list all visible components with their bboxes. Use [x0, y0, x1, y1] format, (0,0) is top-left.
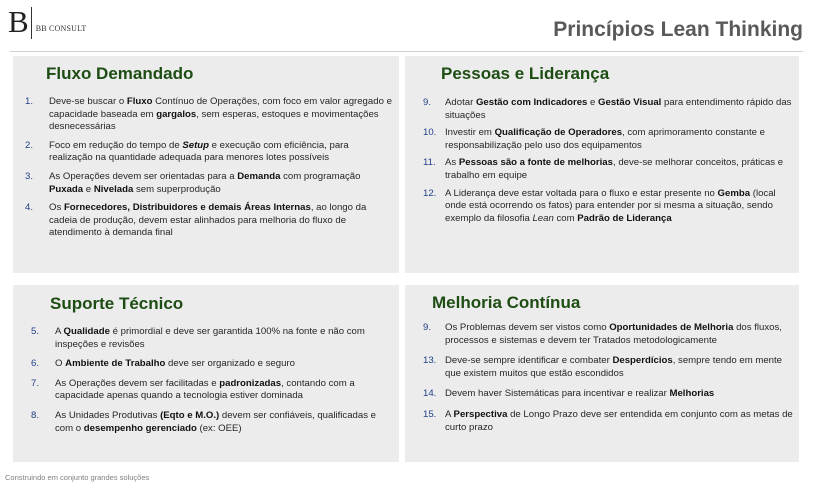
item-text: A Liderança deve estar voltada para o fluxo e estar presente no	[445, 187, 718, 199]
principle-item	[423, 157, 795, 182]
item-number: 1.	[25, 96, 34, 107]
item-text: Contínuo de Operações, com foco em valor agregado e capacidade baseada em	[49, 96, 392, 120]
principles-list	[423, 97, 795, 230]
item-text: Deve-se buscar o	[49, 96, 127, 107]
item-bold: Fornecedores, Distribuidores e demais Áreas Internas	[63, 202, 311, 214]
principle-item	[31, 410, 393, 435]
item-text: com programação	[280, 170, 361, 182]
item-text: é primordial e deve ser garantida 100% na fonte e não com inspeções e revisões	[55, 326, 365, 350]
item-bold: Ambiente de Trabalho	[65, 358, 166, 370]
panel-title: Melhoria Contínua	[432, 293, 581, 312]
logo-mark: B	[8, 4, 28, 39]
principle-item	[423, 409, 795, 434]
logo-divider	[31, 7, 32, 39]
principle-item	[31, 378, 393, 403]
item-number: 14.	[423, 388, 437, 400]
item-number: 9.	[423, 322, 432, 333]
panel-pessoas-lideranca	[405, 56, 799, 273]
item-bold: Nivelada	[93, 183, 134, 195]
item-text: A	[55, 326, 64, 337]
item-text: , ao longo da cadeia de produção, devem estar alinhados para melhoria do fluxo de atendimento à demanda final	[49, 202, 367, 239]
item-italic: Lean	[532, 212, 554, 224]
panel-melhoria-continua	[405, 285, 799, 462]
item-text: , com aprimoramento constante e responsabilização pelo uso dos equipamentos	[445, 127, 765, 151]
item-number: 2.	[25, 139, 34, 151]
item-text: e	[83, 183, 94, 195]
principle-item	[25, 202, 395, 240]
item-text: sem superprodução	[133, 183, 221, 195]
item-text: As Operações devem ser orientadas para a	[49, 170, 238, 182]
principle-item	[31, 326, 393, 351]
item-number: 7.	[31, 377, 40, 389]
principle-item	[423, 355, 795, 380]
item-bold: Melhorias	[669, 388, 715, 400]
item-bold: Perspectiva	[453, 408, 508, 420]
item-number: 6.	[31, 358, 40, 370]
item-bold: Fluxo	[126, 96, 153, 107]
item-bold: Qualificação de Operadores	[494, 127, 623, 139]
item-text: Investir em	[445, 127, 495, 139]
item-bold: Padrão de Liderança	[577, 212, 672, 224]
item-text: dos fluxos, processos e sistemas e devem ter Tratados metodologicamente	[445, 322, 782, 346]
item-bold: Desperdícios	[612, 355, 673, 367]
item-text: As Unidades Produtivas	[55, 409, 161, 421]
principle-item	[25, 96, 395, 134]
item-number: 5.	[31, 326, 40, 337]
item-text: , sempre tendo em mente que existem muitos que estão escondidos	[445, 355, 783, 379]
panel-title: Fluxo Demandado	[46, 64, 194, 83]
item-bold: Demanda	[237, 170, 281, 182]
panel-fluxo-demandado	[13, 56, 399, 273]
item-text: de Longo Prazo deve ser entendida em conjunto com as metas de curto prazo	[445, 408, 793, 433]
item-bold: gargalos	[156, 108, 197, 120]
item-text: para entendimento rápido das situações	[445, 97, 792, 121]
item-number: 9.	[423, 97, 432, 108]
item-number: 15.	[423, 408, 437, 420]
item-text: O	[55, 358, 66, 370]
item-text: Os	[49, 202, 64, 214]
principle-item	[423, 188, 795, 226]
item-bold: (Eqto e M.O.)	[160, 409, 220, 421]
item-number: 13.	[423, 355, 437, 367]
item-text: Devem haver Sistemáticas para incentivar e realizar	[445, 388, 670, 400]
principles-list	[31, 326, 393, 442]
item-text: Foco em redução do tempo de	[49, 139, 183, 151]
item-text: (ex: OEE)	[196, 422, 242, 434]
page-title: Princípios Lean Thinking	[553, 18, 803, 41]
item-number: 12.	[423, 187, 437, 199]
item-text: deve ser organizado e seguro	[165, 358, 295, 370]
item-number: 4.	[25, 202, 34, 214]
item-text: As	[445, 157, 459, 169]
item-bold: Gestão com Indicadores	[475, 97, 588, 108]
item-number: 3.	[25, 170, 34, 182]
logo-text: BB CONSULT	[35, 24, 87, 33]
panel-title: Pessoas e Liderança	[441, 64, 610, 83]
company-logo	[8, 4, 87, 39]
item-text: Deve-se sempre identificar e combater	[445, 355, 613, 367]
item-text: As Operações devem ser facilitadas e	[55, 377, 220, 389]
item-bold: Qualidade	[63, 326, 110, 337]
item-bold: Pessoas são a fonte de melhorias	[458, 157, 613, 169]
item-bold: padronizadas	[219, 377, 282, 389]
principle-item	[423, 388, 795, 401]
item-text: , contando com a capacidade apenas quando a tecnologia estiver dominada	[55, 377, 355, 402]
item-text: , sem esperas, estoques e movimentações desnecessárias	[49, 108, 379, 133]
principle-item	[25, 140, 395, 165]
principles-list	[25, 96, 395, 246]
panel-suporte-tecnico	[13, 285, 399, 462]
item-bold-italic: Setup	[182, 139, 209, 151]
principle-item	[25, 171, 395, 196]
item-text: Adotar	[445, 97, 476, 108]
item-bold: Gestão Visual	[598, 97, 662, 108]
item-text: e	[587, 97, 599, 108]
item-number: 8.	[31, 409, 40, 421]
principle-item	[31, 358, 393, 371]
header-divider	[10, 51, 803, 52]
item-bold: Oportunidades de Melhoria	[609, 322, 734, 333]
principles-list	[423, 322, 795, 442]
item-text: devem ser confiáveis, qualificadas e com o	[55, 409, 376, 434]
item-bold: Puxada	[49, 183, 84, 195]
item-bold: Gemba	[717, 187, 751, 199]
panel-title: Suporte Técnico	[50, 294, 184, 313]
principle-item	[423, 127, 795, 152]
item-number: 10.	[423, 127, 437, 139]
item-number: 11.	[423, 157, 436, 169]
item-text: A	[445, 408, 454, 420]
principle-item	[423, 97, 795, 122]
principle-item	[423, 322, 795, 347]
item-text: (local onde está ocorrendo os fatos) para entender por si mesma a situação, sendo exemplo da filosofia	[445, 187, 776, 224]
item-bold: desempenho gerenciado	[83, 422, 197, 434]
item-text: , deve-se melhorar conceitos, práticas e trabalho em equipe	[445, 157, 784, 181]
item-text: e execução com eficiência, para realização na quantidade adequada para menores lotes possíveis	[49, 139, 349, 164]
footer-tagline: Construindo em conjunto grandes soluções	[5, 473, 150, 482]
item-text: Os Problemas devem ser vistos como	[445, 322, 610, 333]
item-text: com	[553, 212, 578, 224]
